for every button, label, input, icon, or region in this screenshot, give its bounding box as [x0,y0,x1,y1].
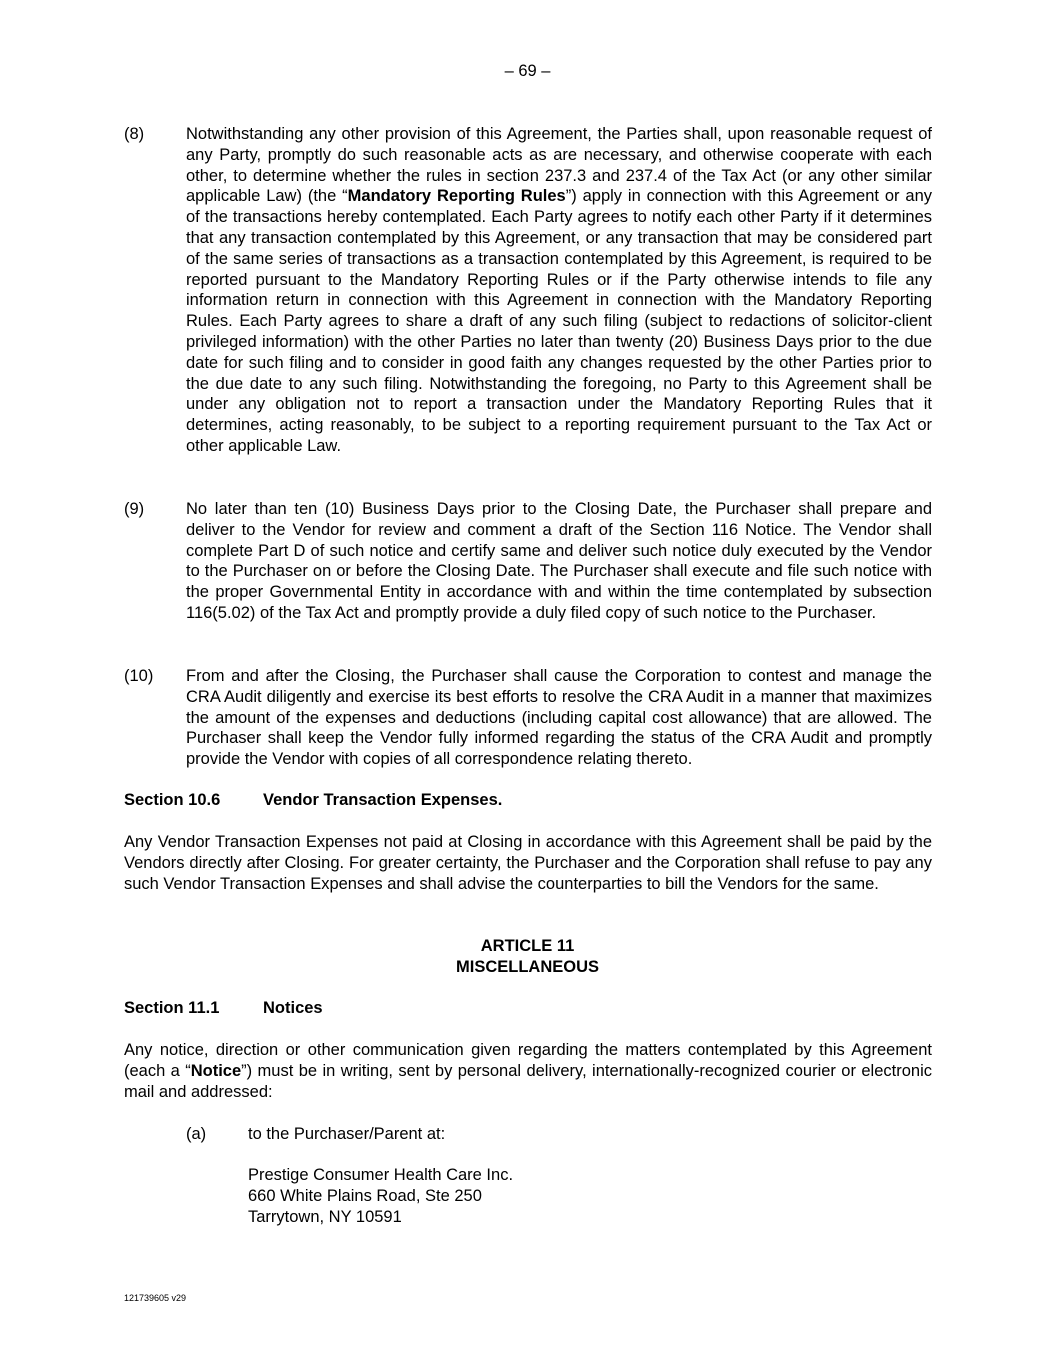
clause-text: Notwithstanding any other provision of this Agreement, the Parties shall, upon reasonable request of any Party, promptly do such reasonable acts as are necessary, and otherwise cooperate with each other, to determine whether the rules in section 237.3 and 237.4 of the Tax Act (or any other similar applicable Law) (the “Mandatory Reporting Rules”) apply in connection with this Agreement or any of the transactions hereby contemplated. Each Party agrees to notify each other Party if it determines that any transaction contemplated by this Agreement, or any transaction that may be considered part of the same series of transactions as a transaction contemplated by this Agreement, is required to be reported pursuant to the Mandatory Reporting Rules or if the Party otherwise intends to file any information return in connection with this Agreement in connection with the Mandatory Reporting Rules. Each Party agrees to share a draft of any such filing (subject to redactions of solicitor-client privileged information) with the other Parties no later than twenty (20) Business Days prior to the due date for such filing and to consider in good faith any changes requested by the other Parties prior to the due date to any such filing. Notwithstanding the foregoing, no Party to this Agreement shall be under any obligation not to report a transaction under the Mandatory Reporting Rules that it determines, acting reasonably, to be subject to a reporting requirement pursuant to the Tax Act or other applicable Law. [186,125,933,455]
address-line: Tarrytown, NY 10591 [248,1207,402,1226]
clause-label: (8) [124,125,145,143]
clause-8 [124,124,932,457]
section-number: Section 10.6 [124,791,221,809]
document-id: 121739605 v29 [124,1293,187,1303]
defined-term: Mandatory Reporting Rules [347,187,566,206]
section-number: Section 11.1 [124,999,220,1017]
purchaser-address [248,1165,513,1227]
section-10-6-body: Any Vendor Transaction Expenses not paid at Closing in accordance with this Agreement shall be paid by the Vendors directly after Closing. For greater certainty, the Purchaser and the Corporation shall refuse to pay any such Vendor Transaction Expenses and shall advise the counterparties to bill the Vendors for the same. [124,833,932,893]
article-heading [0,936,1055,978]
article-title: MISCELLANEOUS [455,957,599,976]
sub-item-label: (a) [186,1125,207,1143]
sub-item-text: to the Purchaser/Parent at: [248,1125,446,1143]
sub-item-a [186,1124,445,1145]
clause-label: (9) [124,500,145,518]
section-title: Notices [263,999,323,1017]
section-heading-10-6 [124,790,503,811]
clause-text: From and after the Closing, the Purchaser shall cause the Corporation to contest and manage the CRA Audit diligently and exercise its best efforts to resolve the CRA Audit in a manner that maximizes the amount of the expenses and deductions (including capital cost allowance) that are allowed. The Purchaser shall keep the Vendor fully informed regarding the status of the CRA Audit and promptly provide the Vendor with copies of all correspondence relating thereto. [186,667,932,769]
defined-term: Notice [190,1061,242,1080]
address-line: 660 White Plains Road, Ste 250 [248,1186,482,1205]
section-11-1-body: Any notice, direction or other communication given regarding the matters contemplated by this Agreement (each a “Notice”) must be in writing, sent by personal delivery, internationally-recognized courier or electronic mail and addressed: [124,1041,932,1101]
article-number: ARTICLE 11 [480,937,575,955]
page-number: – 69 – [504,62,551,80]
section-title: Vendor Transaction Expenses. [263,791,503,809]
clause-text: No later than ten (10) Business Days prior to the Closing Date, the Purchaser shall prepare and deliver to the Vendor for review and comment a draft of the Section 116 Notice. The Vendor shall complete Part D of such notice and certify same and deliver such notice duly executed by the Vendor to the Purchaser on or before the Closing Date. The Purchaser shall execute and file such notice with the proper Governmental Entity in accordance with and within the time contemplated by subsection 116(5.02) of the Tax Act and promptly provide a duly filed copy of such notice to the Purchaser. [186,500,932,622]
address-line: Prestige Consumer Health Care Inc. [248,1166,514,1184]
clause-10 [124,666,932,770]
clause-label: (10) [124,667,154,685]
clause-9 [124,499,932,624]
section-heading-11-1 [124,998,323,1019]
